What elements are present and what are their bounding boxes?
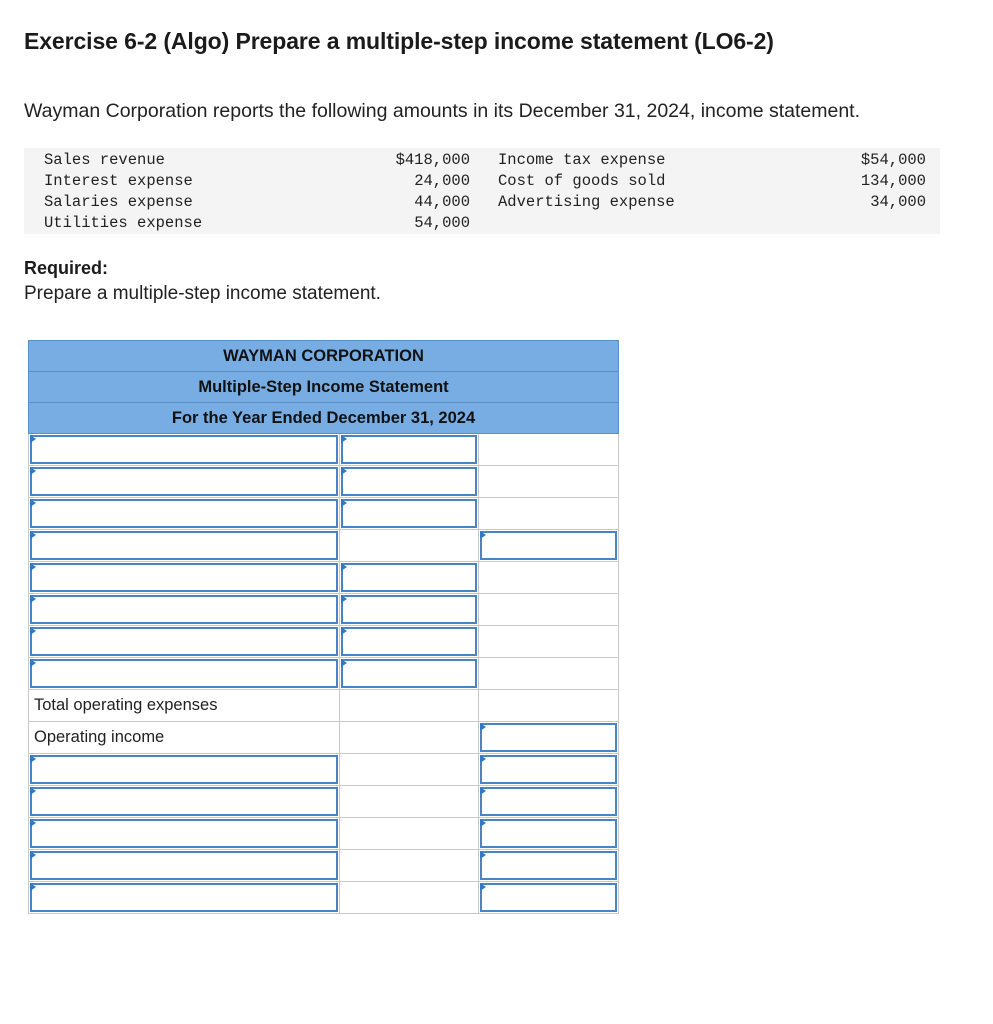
amount-value: 134,000 — [860, 172, 926, 190]
account-name-input[interactable] — [30, 499, 338, 528]
amounts-row — [24, 172, 940, 193]
amounts-row — [24, 214, 940, 235]
statement-row — [28, 786, 619, 818]
total-amount-input[interactable] — [480, 531, 617, 560]
account-name-input[interactable] — [30, 531, 338, 560]
amount-input[interactable] — [341, 499, 477, 528]
statement-name: Multiple-Step Income Statement — [28, 372, 619, 403]
statement-row — [28, 818, 619, 850]
statement-row — [28, 434, 619, 466]
amount-label: Income tax expense — [498, 151, 666, 169]
intro-text: Wayman Corporation reports the following amounts in its December 31, 2024, income statement. — [24, 100, 861, 122]
amount-input[interactable] — [341, 627, 477, 656]
statement-row — [28, 754, 619, 786]
amount-input[interactable] — [341, 659, 477, 688]
total-operating-expenses-row — [28, 690, 619, 722]
total-amount-input[interactable] — [480, 883, 617, 912]
amount-value: $418,000 — [395, 151, 470, 169]
statement-company: WAYMAN CORPORATION — [28, 340, 619, 372]
statement-row — [28, 466, 619, 498]
operating-income-label: Operating income — [34, 728, 165, 746]
amount-value: 44,000 — [414, 193, 470, 211]
amount-label: Advertising expense — [498, 193, 675, 211]
total-operating-expenses-label: Total operating expenses — [34, 696, 218, 714]
account-name-input[interactable] — [30, 659, 338, 688]
total-amount-input[interactable] — [480, 755, 617, 784]
amount-value: 54,000 — [414, 214, 470, 232]
account-name-input[interactable] — [30, 627, 338, 656]
exercise-title: Exercise 6-2 (Algo) Prepare a multiple-step income statement (LO6-2) — [24, 28, 774, 54]
total-amount-input[interactable] — [480, 787, 617, 816]
amount-input[interactable] — [341, 435, 477, 464]
amount-input[interactable] — [341, 595, 477, 624]
amount-input[interactable] — [341, 467, 477, 496]
account-name-input[interactable] — [30, 563, 338, 592]
account-name-input[interactable] — [30, 819, 338, 848]
required-heading: Required: — [24, 258, 109, 278]
statement-row — [28, 850, 619, 882]
amount-label: Salaries expense — [44, 193, 193, 211]
statement-period: For the Year Ended December 31, 2024 — [28, 403, 619, 434]
account-name-input[interactable] — [30, 595, 338, 624]
statement-row — [28, 882, 619, 914]
income-statement-form — [28, 340, 619, 914]
amount-value: 24,000 — [414, 172, 470, 190]
operating-income-row — [28, 722, 619, 754]
amounts-row — [24, 193, 940, 214]
amounts-table — [24, 148, 940, 234]
required-text: Prepare a multiple-step income statement. — [24, 283, 381, 304]
statement-row — [28, 498, 619, 530]
amount-label: Utilities expense — [44, 214, 203, 232]
account-name-input[interactable] — [30, 755, 338, 784]
amount-label: Interest expense — [44, 172, 193, 190]
operating-income-input[interactable] — [480, 723, 617, 752]
total-amount-input[interactable] — [480, 819, 617, 848]
account-name-input[interactable] — [30, 467, 338, 496]
amounts-row — [24, 151, 940, 172]
account-name-input[interactable] — [30, 435, 338, 464]
account-name-input[interactable] — [30, 851, 338, 880]
statement-row — [28, 530, 619, 562]
amount-value: $54,000 — [860, 151, 926, 169]
account-name-input[interactable] — [30, 883, 338, 912]
amount-input[interactable] — [341, 563, 477, 592]
statement-row — [28, 562, 619, 594]
statement-row — [28, 658, 619, 690]
amount-label: Sales revenue — [44, 151, 165, 169]
total-amount-input[interactable] — [480, 851, 617, 880]
amount-value: 34,000 — [870, 193, 926, 211]
account-name-input[interactable] — [30, 787, 338, 816]
amount-label: Cost of goods sold — [498, 172, 666, 190]
statement-row — [28, 594, 619, 626]
statement-row — [28, 626, 619, 658]
